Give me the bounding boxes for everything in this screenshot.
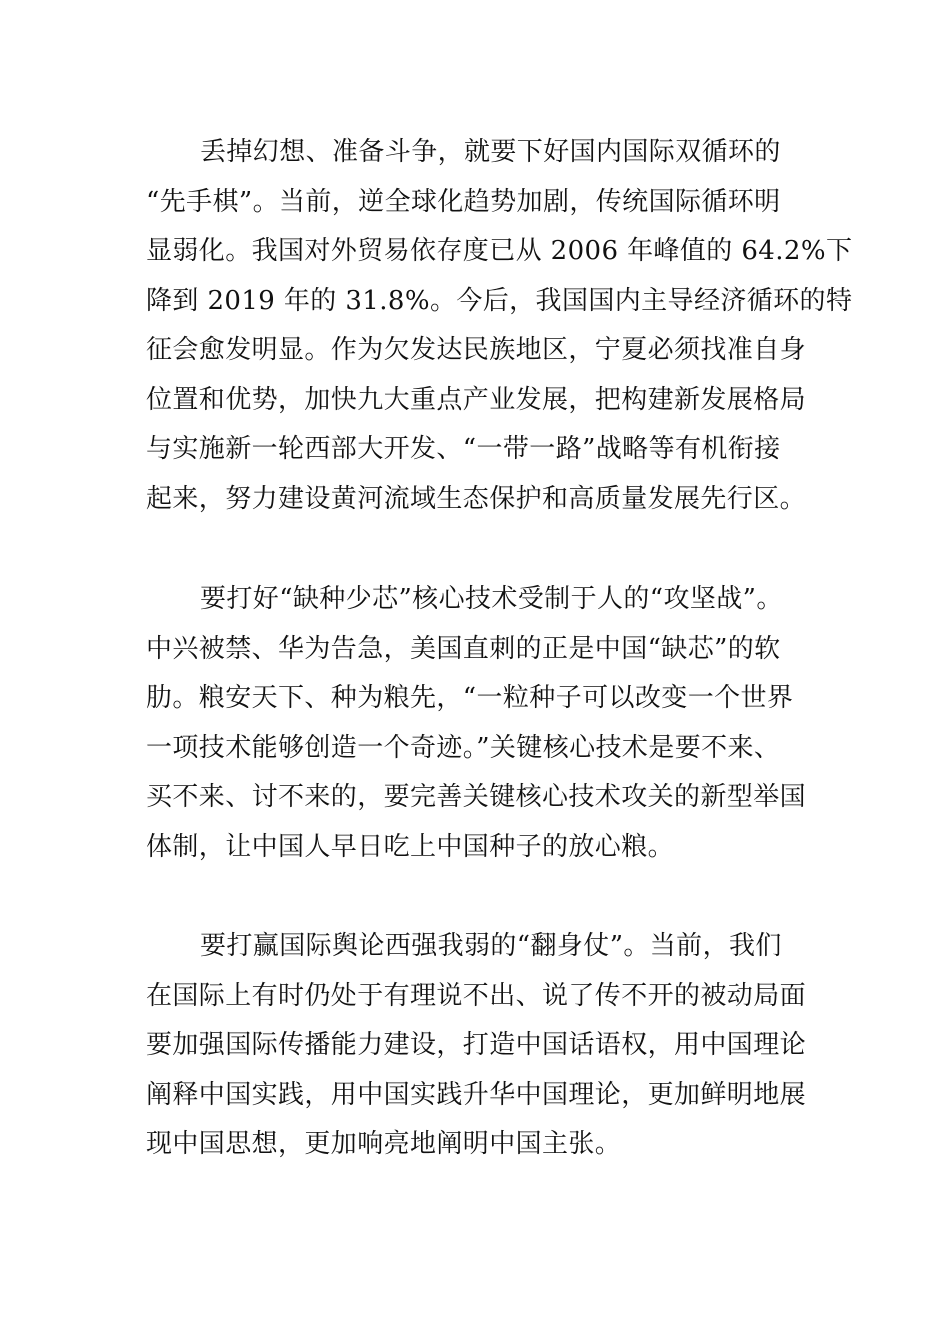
paragraph-line: 一项技术能够创造一个奇迹。”关键核心技术是要不来、: [146, 732, 781, 763]
paragraph-line: 起来，努力建设黄河流域生态保护和高质量发展先行区。: [146, 483, 807, 514]
paragraph-line: 与实施新一轮西部大开发、“一带一路”战略等有机衔接: [146, 434, 781, 464]
paragraph-core-technology: [146, 575, 816, 872]
paragraph-line: 要加强国际传播能力建设，打造中国话语权，用中国理论: [146, 1030, 807, 1060]
paragraph-line: “先手棋”。当前，逆全球化趋势加剧，传统国际循环明: [146, 186, 781, 217]
paragraph-line: 肋。粮安天下、种为粮先，“一粒种子可以改变一个世界: [146, 683, 794, 713]
paragraph-line: 体制，让中国人早日吃上中国种子的放心粮。: [146, 831, 675, 862]
paragraph-public-opinion: [146, 922, 816, 1170]
paragraph-line: 现中国思想，更加响亮地阐明中国主张。: [146, 1129, 622, 1159]
paragraph-line: 显弱化。我国对外贸易依存度已从 2006 年峰值的 64.2%下: [146, 236, 853, 266]
paragraph-line: 中兴被禁、华为告急，美国直刺的正是中国“缺芯”的软: [146, 633, 781, 664]
paragraph-line: 要打赢国际舆论西强我弱的“翻身仗”。当前，我们: [200, 931, 782, 961]
paragraph-line: 买不来、讨不来的，要完善关键核心技术攻关的新型举国: [146, 782, 807, 812]
paragraph-line: 降到 2019 年的 31.8%。今后，我国国内主导经济循环的特: [146, 285, 853, 316]
paragraph-line: 丢掉幻想、准备斗争，就要下好国内国际双循环的: [200, 137, 781, 167]
paragraph-line: 阐释中国实践，用中国实践升华中国理论，更加鲜明地展: [146, 1079, 807, 1110]
paragraph-line: 位置和优势，加快九大重点产业发展，把构建新发展格局: [146, 384, 807, 415]
paragraph-dual-circulation: [146, 128, 853, 524]
paragraph-line: 要打好“缺种少芯”核心技术受制于人的“攻坚战”。: [200, 584, 783, 614]
paragraph-line: 在国际上有时仍处于有理说不出、说了传不开的被动局面: [146, 980, 807, 1011]
paragraph-line: 征会愈发明显。作为欠发达民族地区，宁夏必须找准自身: [146, 335, 807, 365]
